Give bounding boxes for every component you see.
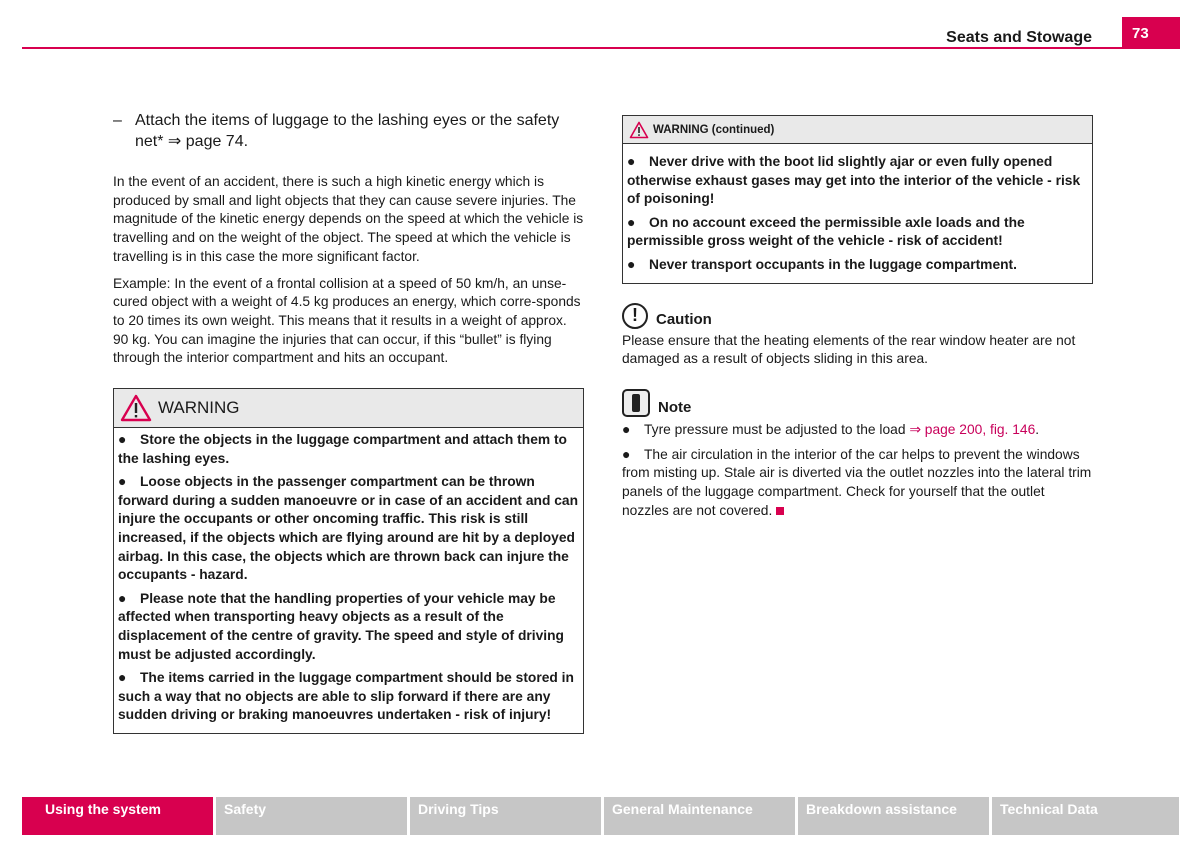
- tab-general-maintenance[interactable]: General Maintenance: [604, 797, 795, 835]
- caution-text: Please ensure that the heating elements of the rear window heater are not damaged as a result of objects sliding in this area.: [622, 332, 1076, 367]
- warning-item: ● Loose objects in the passenger compartment can be thrown forward during a sudden manoeuvre or in case of an accident and can injure the occupants or other oncoming traffic. This risk is still increased, if the objects which are flying around are hit by a deployed airbag. In this case, the objects which are thrown back can injure the occupants - hazard.: [118, 473, 578, 583]
- note-header: [622, 389, 1093, 417]
- step-dash: –: [113, 112, 122, 129]
- tab-using-the-system[interactable]: Using the system: [22, 797, 213, 835]
- warning-continued-title: WARNING (continued): [653, 123, 775, 136]
- bullet-icon: ●: [622, 445, 631, 462]
- warning-continued-body: [623, 144, 1092, 283]
- bullet-icon: ●: [622, 420, 631, 437]
- note-title: Note: [658, 398, 692, 416]
- warning-item: ● Never transport occupants in the luggage compartment.: [627, 255, 1017, 272]
- bullet-icon: ●: [118, 669, 127, 686]
- paragraph-kinetic-energy: In the event of an accident, there is such a high kinetic energy which is produced by small and light objects that they can cause severe injuries. The magnitude of the kinetic energy depends on the speed at which the vehicle is travelling and on the weight of the object. The speed at which the vehicle is travelling is in this case the more significant factor.: [113, 174, 584, 264]
- end-of-section-icon: [776, 507, 784, 515]
- tab-safety[interactable]: Safety: [216, 797, 407, 835]
- warning-continued-box: [622, 115, 1093, 284]
- warning-item: ● The items carried in the luggage compartment should be stored in such a way that no objects are able to slip forward if there are any sudden driving or braking manoeuvres undertaken - risk of injury!: [118, 669, 574, 723]
- warning-item: ● On no account exceed the permissible axle loads and the permissible gross weight of the vehicle - risk of accident!: [627, 213, 1025, 249]
- caution-title: Caution: [656, 310, 712, 328]
- warning-header: [114, 389, 583, 428]
- page-reference-link[interactable]: ⇒ page 200, fig. 146: [909, 421, 1036, 437]
- instruction-step: [113, 110, 584, 152]
- warning-item: ● Never drive with the boot lid slightly ajar or even fully opened otherwise exhaust gases may get into the interior of the vehicle - risk of poisoning!: [627, 153, 1081, 207]
- header-rule: [22, 47, 1180, 49]
- bullet-icon: ●: [118, 589, 127, 606]
- caution-header: [622, 303, 1093, 329]
- warning-item: ● Please note that the handling properties of your vehicle may be affected when transporting heavy objects as a result of the displacement of the centre of gravity. The speed and style of driving must be adjusted accordingly.: [118, 589, 564, 662]
- tab-technical-data[interactable]: Technical Data: [992, 797, 1179, 835]
- page-number: 73: [1122, 17, 1180, 49]
- warning-item: ● Store the objects in the luggage compartment and attach them to the lashing eyes.: [118, 431, 567, 466]
- caution-exclamation-icon: !: [622, 303, 648, 329]
- left-column: [113, 108, 584, 734]
- tab-breakdown-assistance[interactable]: Breakdown assistance: [798, 797, 989, 835]
- warning-body: [114, 428, 583, 733]
- warning-box: [113, 388, 584, 734]
- right-column: [622, 115, 1093, 520]
- footer-nav: [22, 797, 1179, 835]
- bullet-icon: ●: [118, 431, 127, 448]
- paragraph-example: Example: In the event of a frontal collision at a speed of 50 km/h, an unse-cured object with a weight of 4.5 kg produces an energy, which corre-sponds to 20 times its own weight. This means that it results in a weight of approx. 90 kg. You can imagine the injuries that can occur, if this “bullet” is flying through the interior compartment and hits an occupant.: [113, 275, 581, 366]
- note-item-2: ● The air circulation in the interior of the car helps to prevent the windows from misting up. Stale air is diverted via the outlet nozzles into the lateral trim panels of the luggage compartment. Check for yourself that the outlet nozzles are not covered.: [622, 445, 1092, 518]
- note-item-1: ● Tyre pressure must be adjusted to the load ⇒ page 200, fig. 146.: [622, 420, 1040, 437]
- warning-title: WARNING: [158, 398, 240, 418]
- tab-driving-tips[interactable]: Driving Tips: [410, 797, 601, 835]
- bullet-icon: ●: [627, 213, 636, 230]
- bullet-icon: ●: [118, 473, 127, 490]
- bullet-icon: ●: [627, 153, 636, 169]
- bullet-icon: ●: [627, 255, 636, 272]
- note-info-icon: [622, 389, 650, 417]
- warning-continued-header: [623, 116, 1092, 144]
- step-text: Attach the items of luggage to the lashing eyes or the safety net* ⇒ page 74.: [135, 112, 560, 150]
- warning-triangle-icon: [120, 394, 152, 422]
- section-title: Seats and Stowage: [946, 29, 1092, 46]
- warning-triangle-icon: [629, 121, 649, 139]
